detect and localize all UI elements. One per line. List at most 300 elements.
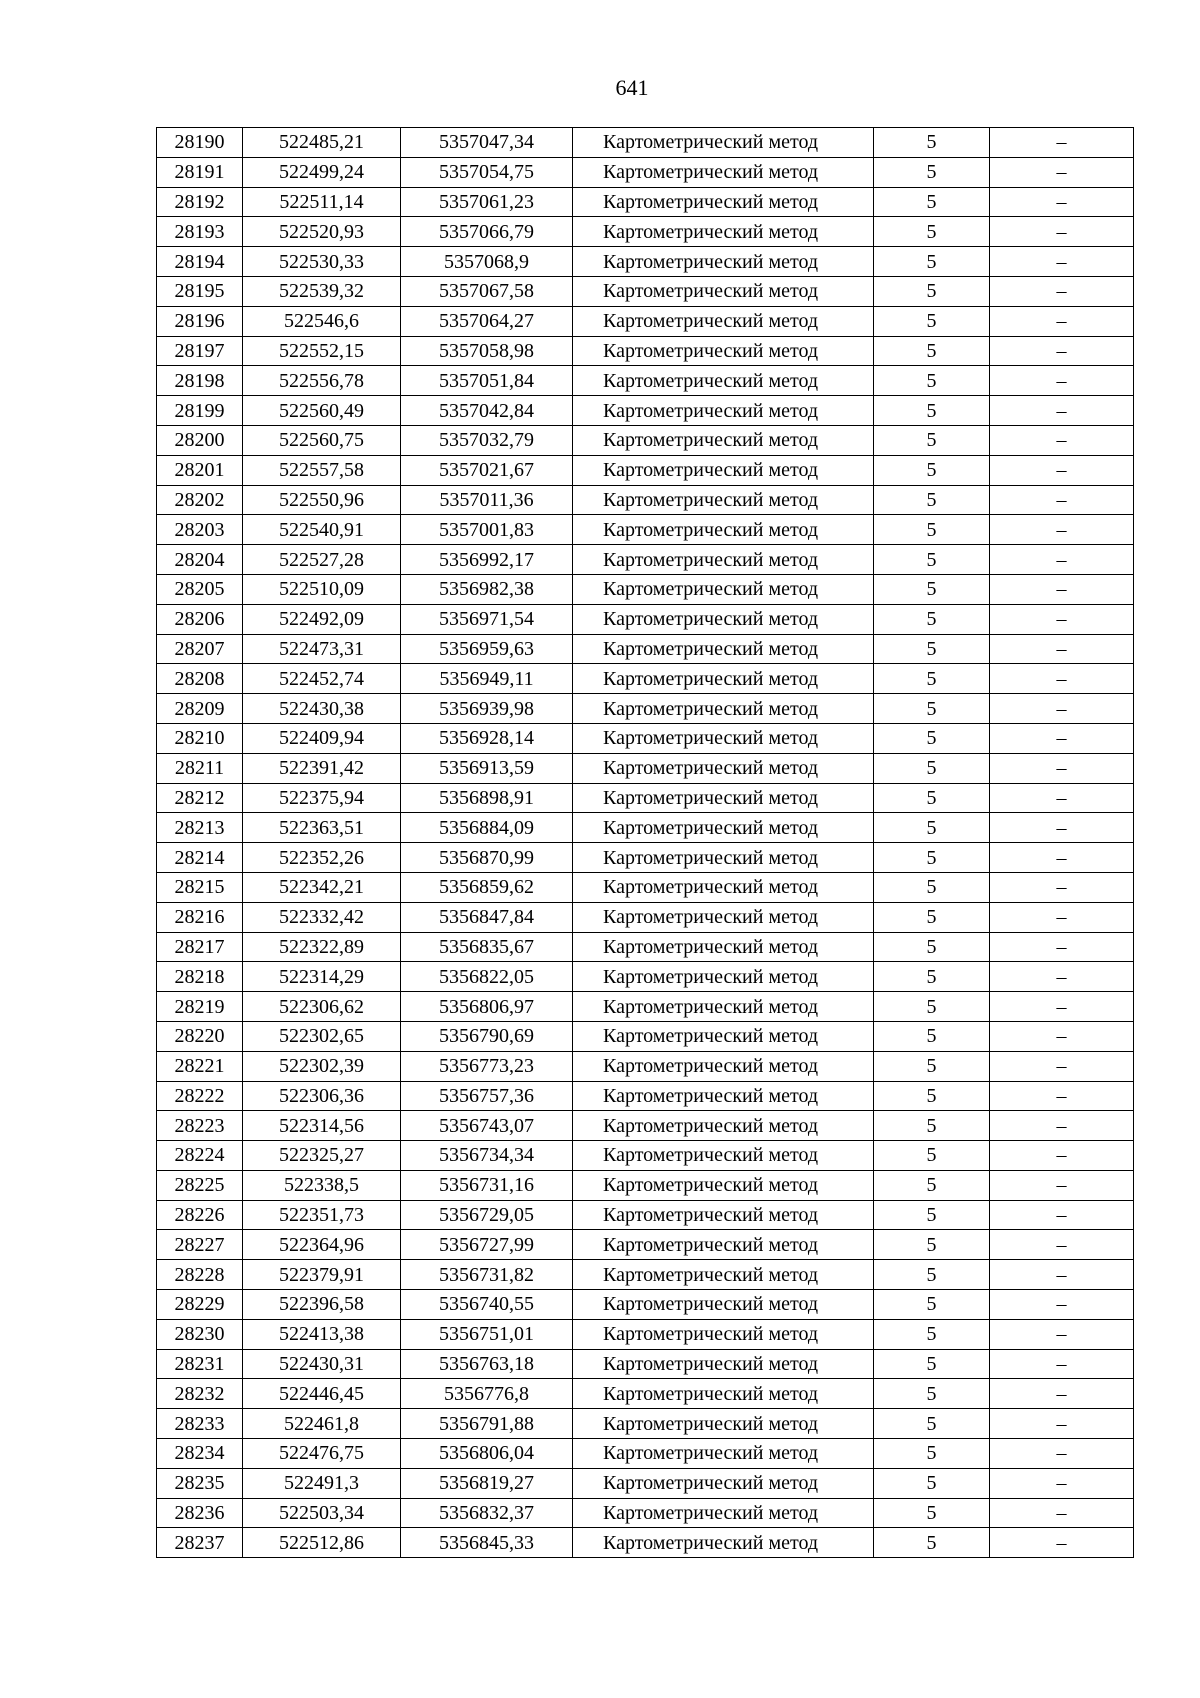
point-number-cell: 28232 [157,1379,243,1409]
accuracy-cell: 5 [874,1230,990,1260]
note-cell: – [990,604,1134,634]
table-row [157,366,1134,396]
method-cell: Картометрический метод [573,396,874,426]
y-coordinate-cell: 5356740,55 [401,1290,573,1320]
point-number-cell: 28214 [157,843,243,873]
method-cell: Картометрический метод [573,1081,874,1111]
point-number-cell: 28231 [157,1349,243,1379]
point-number-cell: 28230 [157,1319,243,1349]
x-coordinate-cell: 522306,36 [243,1081,401,1111]
accuracy-cell: 5 [874,992,990,1022]
table-row [157,217,1134,247]
note-cell: – [990,1170,1134,1200]
point-number-cell: 28218 [157,962,243,992]
point-number-cell: 28233 [157,1409,243,1439]
table-row [157,485,1134,515]
y-coordinate-cell: 5357058,98 [401,336,573,366]
x-coordinate-cell: 522499,24 [243,157,401,187]
method-cell: Картометрический метод [573,187,874,217]
method-cell: Картометрический метод [573,425,874,455]
note-cell: – [990,1409,1134,1439]
point-number-cell: 28216 [157,902,243,932]
accuracy-cell: 5 [874,1319,990,1349]
point-number-cell: 28191 [157,157,243,187]
y-coordinate-cell: 5356731,82 [401,1260,573,1290]
method-cell: Картометрический метод [573,485,874,515]
accuracy-cell: 5 [874,783,990,813]
accuracy-cell: 5 [874,1021,990,1051]
note-cell: – [990,217,1134,247]
method-cell: Картометрический метод [573,1200,874,1230]
note-cell: – [990,1111,1134,1141]
note-cell: – [990,306,1134,336]
point-number-cell: 28200 [157,425,243,455]
coordinates-table [156,127,1134,1558]
x-coordinate-cell: 522363,51 [243,813,401,843]
table-row [157,425,1134,455]
note-cell: – [990,1021,1134,1051]
point-number-cell: 28205 [157,574,243,604]
point-number-cell: 28204 [157,545,243,575]
method-cell: Картометрический метод [573,217,874,247]
note-cell: – [990,1081,1134,1111]
x-coordinate-cell: 522452,74 [243,664,401,694]
accuracy-cell: 5 [874,1379,990,1409]
note-cell: – [990,1498,1134,1528]
table-row [157,1528,1134,1558]
accuracy-cell: 5 [874,336,990,366]
method-cell: Картометрический метод [573,247,874,277]
table-row [157,187,1134,217]
x-coordinate-cell: 522492,09 [243,604,401,634]
method-cell: Картометрический метод [573,455,874,485]
table-row [157,1200,1134,1230]
accuracy-cell: 5 [874,723,990,753]
y-coordinate-cell: 5356928,14 [401,723,573,753]
method-cell: Картометрический метод [573,1260,874,1290]
table-row [157,247,1134,277]
point-number-cell: 28209 [157,694,243,724]
table-row [157,843,1134,873]
x-coordinate-cell: 522546,6 [243,306,401,336]
point-number-cell: 28226 [157,1200,243,1230]
y-coordinate-cell: 5356971,54 [401,604,573,634]
table-row [157,664,1134,694]
accuracy-cell: 5 [874,455,990,485]
accuracy-cell: 5 [874,217,990,247]
accuracy-cell: 5 [874,962,990,992]
table-row [157,545,1134,575]
method-cell: Картометрический метод [573,336,874,366]
y-coordinate-cell: 5357067,58 [401,276,573,306]
x-coordinate-cell: 522409,94 [243,723,401,753]
table-row [157,872,1134,902]
x-coordinate-cell: 522491,3 [243,1468,401,1498]
method-cell: Картометрический метод [573,723,874,753]
point-number-cell: 28193 [157,217,243,247]
note-cell: – [990,247,1134,277]
table-row [157,336,1134,366]
x-coordinate-cell: 522391,42 [243,753,401,783]
accuracy-cell: 5 [874,813,990,843]
y-coordinate-cell: 5357021,67 [401,455,573,485]
note-cell: – [990,515,1134,545]
y-coordinate-cell: 5356939,98 [401,694,573,724]
accuracy-cell: 5 [874,1051,990,1081]
method-cell: Картометрический метод [573,1379,874,1409]
accuracy-cell: 5 [874,366,990,396]
x-coordinate-cell: 522461,8 [243,1409,401,1439]
x-coordinate-cell: 522351,73 [243,1200,401,1230]
note-cell: – [990,1230,1134,1260]
accuracy-cell: 5 [874,872,990,902]
method-cell: Картометрический метод [573,694,874,724]
point-number-cell: 28219 [157,992,243,1022]
x-coordinate-cell: 522556,78 [243,366,401,396]
method-cell: Картометрический метод [573,1111,874,1141]
table-row [157,634,1134,664]
x-coordinate-cell: 522314,29 [243,962,401,992]
table-row [157,604,1134,634]
y-coordinate-cell: 5357047,34 [401,128,573,158]
point-number-cell: 28194 [157,247,243,277]
y-coordinate-cell: 5356806,97 [401,992,573,1022]
point-number-cell: 28201 [157,455,243,485]
point-number-cell: 28217 [157,932,243,962]
note-cell: – [990,1200,1134,1230]
y-coordinate-cell: 5356992,17 [401,545,573,575]
table-row [157,1111,1134,1141]
y-coordinate-cell: 5356773,23 [401,1051,573,1081]
x-coordinate-cell: 522314,56 [243,1111,401,1141]
note-cell: – [990,336,1134,366]
accuracy-cell: 5 [874,1498,990,1528]
x-coordinate-cell: 522306,62 [243,992,401,1022]
table-row [157,396,1134,426]
method-cell: Картометрический метод [573,1021,874,1051]
x-coordinate-cell: 522539,32 [243,276,401,306]
table-row [157,753,1134,783]
accuracy-cell: 5 [874,276,990,306]
method-cell: Картометрический метод [573,545,874,575]
x-coordinate-cell: 522430,38 [243,694,401,724]
y-coordinate-cell: 5356729,05 [401,1200,573,1230]
point-number-cell: 28224 [157,1141,243,1171]
method-cell: Картометрический метод [573,1498,874,1528]
method-cell: Картометрический метод [573,157,874,187]
table-row [157,515,1134,545]
table-row [157,1081,1134,1111]
method-cell: Картометрический метод [573,1439,874,1469]
point-number-cell: 28220 [157,1021,243,1051]
table-row [157,992,1134,1022]
table-row [157,157,1134,187]
x-coordinate-cell: 522560,75 [243,425,401,455]
table-row [157,1468,1134,1498]
x-coordinate-cell: 522503,34 [243,1498,401,1528]
y-coordinate-cell: 5356913,59 [401,753,573,783]
point-number-cell: 28198 [157,366,243,396]
x-coordinate-cell: 522375,94 [243,783,401,813]
note-cell: – [990,366,1134,396]
y-coordinate-cell: 5356845,33 [401,1528,573,1558]
method-cell: Картометрический метод [573,1468,874,1498]
accuracy-cell: 5 [874,664,990,694]
x-coordinate-cell: 522325,27 [243,1141,401,1171]
point-number-cell: 28199 [157,396,243,426]
method-cell: Картометрический метод [573,366,874,396]
point-number-cell: 28221 [157,1051,243,1081]
y-coordinate-cell: 5356734,34 [401,1141,573,1171]
x-coordinate-cell: 522550,96 [243,485,401,515]
accuracy-cell: 5 [874,1081,990,1111]
accuracy-cell: 5 [874,753,990,783]
method-cell: Картометрический метод [573,932,874,962]
point-number-cell: 28195 [157,276,243,306]
accuracy-cell: 5 [874,396,990,426]
x-coordinate-cell: 522342,21 [243,872,401,902]
accuracy-cell: 5 [874,1468,990,1498]
table-row [157,783,1134,813]
x-coordinate-cell: 522352,26 [243,843,401,873]
note-cell: – [990,723,1134,753]
point-number-cell: 28227 [157,1230,243,1260]
accuracy-cell: 5 [874,157,990,187]
method-cell: Картометрический метод [573,1349,874,1379]
method-cell: Картометрический метод [573,1290,874,1320]
note-cell: – [990,396,1134,426]
method-cell: Картометрический метод [573,276,874,306]
x-coordinate-cell: 522364,96 [243,1230,401,1260]
page-number: 641 [615,75,649,100]
note-cell: – [990,1349,1134,1379]
note-cell: – [990,783,1134,813]
accuracy-cell: 5 [874,1141,990,1171]
y-coordinate-cell: 5356832,37 [401,1498,573,1528]
note-cell: – [990,1319,1134,1349]
note-cell: – [990,872,1134,902]
note-cell: – [990,157,1134,187]
table-row [157,902,1134,932]
table-row [157,694,1134,724]
point-number-cell: 28223 [157,1111,243,1141]
table-row [157,574,1134,604]
note-cell: – [990,1379,1134,1409]
x-coordinate-cell: 522511,14 [243,187,401,217]
table-row [157,1021,1134,1051]
note-cell: – [990,1051,1134,1081]
table-row [157,276,1134,306]
accuracy-cell: 5 [874,902,990,932]
accuracy-cell: 5 [874,843,990,873]
table-row [157,1230,1134,1260]
method-cell: Картометрический метод [573,813,874,843]
note-cell: – [990,276,1134,306]
method-cell: Картометрический метод [573,574,874,604]
table-row [157,932,1134,962]
table-row [157,128,1134,158]
note-cell: – [990,992,1134,1022]
note-cell: – [990,932,1134,962]
accuracy-cell: 5 [874,1290,990,1320]
method-cell: Картометрический метод [573,872,874,902]
method-cell: Картометрический метод [573,1141,874,1171]
table-row [157,306,1134,336]
accuracy-cell: 5 [874,634,990,664]
x-coordinate-cell: 522560,49 [243,396,401,426]
x-coordinate-cell: 522552,15 [243,336,401,366]
y-coordinate-cell: 5356790,69 [401,1021,573,1051]
method-cell: Картометрический метод [573,1170,874,1200]
y-coordinate-cell: 5356819,27 [401,1468,573,1498]
y-coordinate-cell: 5356982,38 [401,574,573,604]
note-cell: – [990,902,1134,932]
y-coordinate-cell: 5357068,9 [401,247,573,277]
method-cell: Картометрический метод [573,962,874,992]
table-row [157,1170,1134,1200]
x-coordinate-cell: 522379,91 [243,1260,401,1290]
y-coordinate-cell: 5357061,23 [401,187,573,217]
y-coordinate-cell: 5356757,36 [401,1081,573,1111]
table-row [157,1498,1134,1528]
note-cell: – [990,1439,1134,1469]
point-number-cell: 28190 [157,128,243,158]
y-coordinate-cell: 5357064,27 [401,306,573,336]
y-coordinate-cell: 5356898,91 [401,783,573,813]
y-coordinate-cell: 5356806,04 [401,1439,573,1469]
y-coordinate-cell: 5356959,63 [401,634,573,664]
x-coordinate-cell: 522530,33 [243,247,401,277]
x-coordinate-cell: 522322,89 [243,932,401,962]
note-cell: – [990,634,1134,664]
table-row [157,962,1134,992]
accuracy-cell: 5 [874,1409,990,1439]
note-cell: – [990,843,1134,873]
x-coordinate-cell: 522430,31 [243,1349,401,1379]
x-coordinate-cell: 522476,75 [243,1439,401,1469]
method-cell: Картометрический метод [573,634,874,664]
point-number-cell: 28228 [157,1260,243,1290]
table-body [157,128,1134,1558]
x-coordinate-cell: 522485,21 [243,128,401,158]
x-coordinate-cell: 522512,86 [243,1528,401,1558]
method-cell: Картометрический метод [573,992,874,1022]
point-number-cell: 28215 [157,872,243,902]
note-cell: – [990,1260,1134,1290]
y-coordinate-cell: 5356884,09 [401,813,573,843]
point-number-cell: 28225 [157,1170,243,1200]
x-coordinate-cell: 522557,58 [243,455,401,485]
x-coordinate-cell: 522332,42 [243,902,401,932]
note-cell: – [990,1290,1134,1320]
y-coordinate-cell: 5356870,99 [401,843,573,873]
x-coordinate-cell: 522527,28 [243,545,401,575]
note-cell: – [990,753,1134,783]
x-coordinate-cell: 522413,38 [243,1319,401,1349]
accuracy-cell: 5 [874,1528,990,1558]
note-cell: – [990,1141,1134,1171]
point-number-cell: 28208 [157,664,243,694]
point-number-cell: 28222 [157,1081,243,1111]
note-cell: – [990,574,1134,604]
point-number-cell: 28210 [157,723,243,753]
x-coordinate-cell: 522338,5 [243,1170,401,1200]
accuracy-cell: 5 [874,1439,990,1469]
y-coordinate-cell: 5356727,99 [401,1230,573,1260]
x-coordinate-cell: 522302,39 [243,1051,401,1081]
note-cell: – [990,664,1134,694]
point-number-cell: 28236 [157,1498,243,1528]
y-coordinate-cell: 5357032,79 [401,425,573,455]
point-number-cell: 28211 [157,753,243,783]
y-coordinate-cell: 5357054,75 [401,157,573,187]
note-cell: – [990,694,1134,724]
x-coordinate-cell: 522396,58 [243,1290,401,1320]
table-row [157,813,1134,843]
table-row [157,1260,1134,1290]
method-cell: Картометрический метод [573,843,874,873]
point-number-cell: 28202 [157,485,243,515]
point-number-cell: 28237 [157,1528,243,1558]
y-coordinate-cell: 5356859,62 [401,872,573,902]
accuracy-cell: 5 [874,1349,990,1379]
method-cell: Картометрический метод [573,604,874,634]
method-cell: Картометрический метод [573,1051,874,1081]
point-number-cell: 28197 [157,336,243,366]
accuracy-cell: 5 [874,425,990,455]
accuracy-cell: 5 [874,1111,990,1141]
y-coordinate-cell: 5356949,11 [401,664,573,694]
y-coordinate-cell: 5356743,07 [401,1111,573,1141]
table-row [157,1349,1134,1379]
accuracy-cell: 5 [874,1260,990,1290]
x-coordinate-cell: 522446,45 [243,1379,401,1409]
method-cell: Картометрический метод [573,515,874,545]
note-cell: – [990,425,1134,455]
accuracy-cell: 5 [874,545,990,575]
y-coordinate-cell: 5356731,16 [401,1170,573,1200]
method-cell: Картометрический метод [573,783,874,813]
x-coordinate-cell: 522520,93 [243,217,401,247]
note-cell: – [990,455,1134,485]
accuracy-cell: 5 [874,485,990,515]
accuracy-cell: 5 [874,306,990,336]
note-cell: – [990,187,1134,217]
table-row [157,1141,1134,1171]
y-coordinate-cell: 5357051,84 [401,366,573,396]
table-row [157,723,1134,753]
point-number-cell: 28203 [157,515,243,545]
method-cell: Картометрический метод [573,664,874,694]
table-row [157,1379,1134,1409]
note-cell: – [990,545,1134,575]
method-cell: Картометрический метод [573,753,874,783]
accuracy-cell: 5 [874,604,990,634]
accuracy-cell: 5 [874,932,990,962]
point-number-cell: 28212 [157,783,243,813]
method-cell: Картометрический метод [573,902,874,932]
accuracy-cell: 5 [874,694,990,724]
accuracy-cell: 5 [874,1170,990,1200]
table-row [157,1409,1134,1439]
note-cell: – [990,1528,1134,1558]
accuracy-cell: 5 [874,187,990,217]
table-row [157,1319,1134,1349]
method-cell: Картометрический метод [573,128,874,158]
y-coordinate-cell: 5357066,79 [401,217,573,247]
x-coordinate-cell: 522510,09 [243,574,401,604]
point-number-cell: 28196 [157,306,243,336]
